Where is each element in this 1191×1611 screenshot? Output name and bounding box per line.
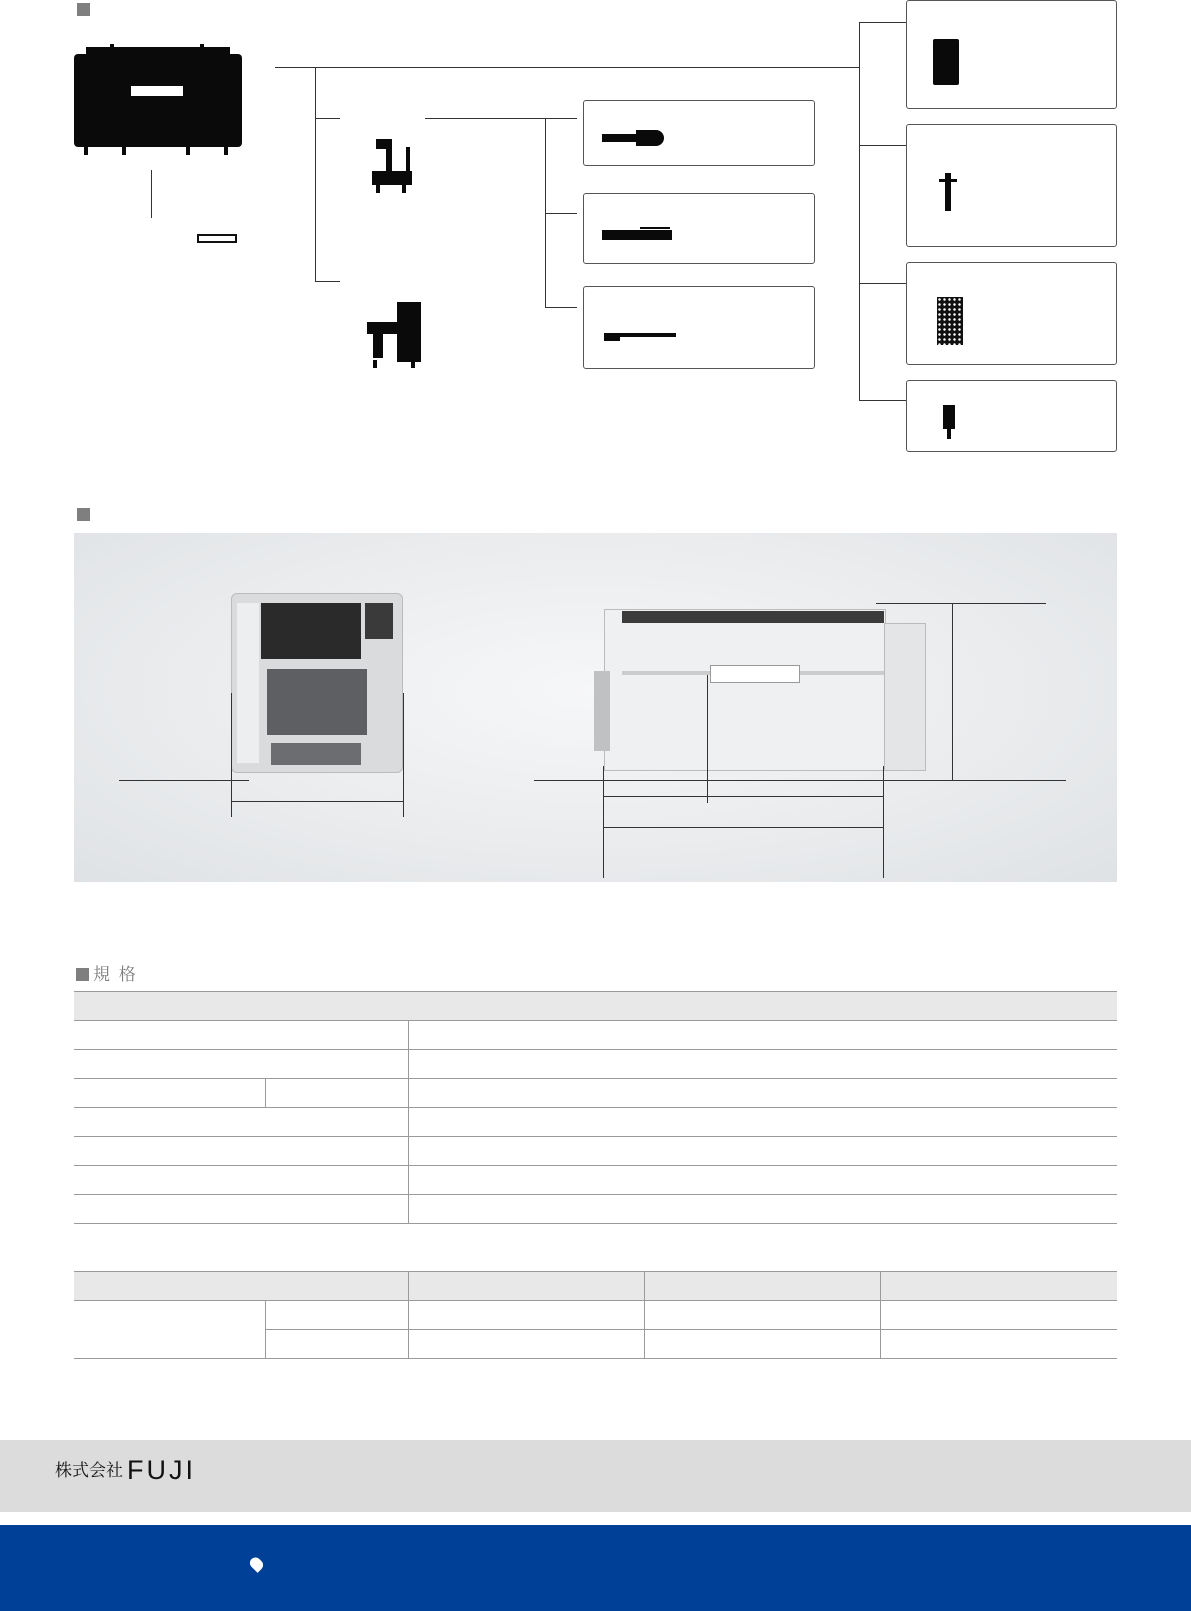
- section-marker-dimensions: [77, 508, 90, 521]
- tree-line-left-vertical: [315, 67, 316, 282]
- machine-front-view: [231, 593, 401, 776]
- tree-line-right-1: [859, 22, 906, 23]
- table-row: [74, 1079, 1117, 1108]
- machine-side-view: [594, 601, 924, 777]
- square-bullet-icon: [76, 968, 89, 981]
- footer-contact-band: [0, 1525, 1191, 1611]
- company-name: 株式会社 FUJI: [55, 1455, 196, 1485]
- machine-silhouette-main: [74, 44, 242, 156]
- dimensions-panel: [74, 533, 1117, 882]
- spec-section-title: 規 格: [76, 960, 138, 985]
- option-box-2: [583, 193, 815, 264]
- table-row: [74, 1301, 1117, 1330]
- accessory-bar-icon: [197, 234, 237, 243]
- table-row: [74, 1021, 1117, 1050]
- table-row: [74, 1166, 1117, 1195]
- unit-box-1: [906, 0, 1117, 109]
- spec-table-secondary: [74, 1271, 1117, 1359]
- tree-line-mid-2: [545, 213, 577, 214]
- option-box-1: [583, 100, 815, 166]
- tree-line-mid-3: [545, 307, 577, 308]
- tree-line-right-vertical: [859, 22, 860, 401]
- table-row: [74, 1272, 1117, 1301]
- tree-line-branch-1: [315, 118, 340, 119]
- option-box-3: [583, 286, 815, 369]
- table-row: [74, 1195, 1117, 1224]
- unit-box-4: [906, 380, 1117, 452]
- unit-box-3: [906, 262, 1117, 365]
- tree-line-right-2: [859, 145, 906, 146]
- tree-line-mid-1: [545, 118, 577, 119]
- tree-line-branch-2: [315, 281, 340, 282]
- table-row: [74, 1137, 1117, 1166]
- section-marker-system: [77, 3, 90, 16]
- connector-line: [151, 170, 152, 218]
- tree-line-top: [275, 67, 860, 68]
- dimension-side-right: [707, 796, 883, 797]
- tree-line-right-3: [859, 283, 906, 284]
- spec-table-main: [74, 991, 1117, 1224]
- module-silhouette-1: [372, 133, 422, 195]
- table-row: [74, 1108, 1117, 1137]
- tree-line-head: [425, 118, 547, 119]
- dimension-front-width: [231, 801, 403, 802]
- table-row: [74, 992, 1117, 1021]
- location-pin-icon: [248, 1555, 266, 1573]
- dimension-height: [952, 603, 953, 780]
- dimension-side-total: [603, 827, 883, 828]
- tree-line-right-4: [859, 400, 906, 401]
- unit-box-2: [906, 124, 1117, 247]
- table-row: [74, 1050, 1117, 1079]
- company-brand: FUJI: [127, 1455, 196, 1485]
- dimension-side-left: [603, 796, 707, 797]
- module-silhouette-2: [367, 302, 427, 370]
